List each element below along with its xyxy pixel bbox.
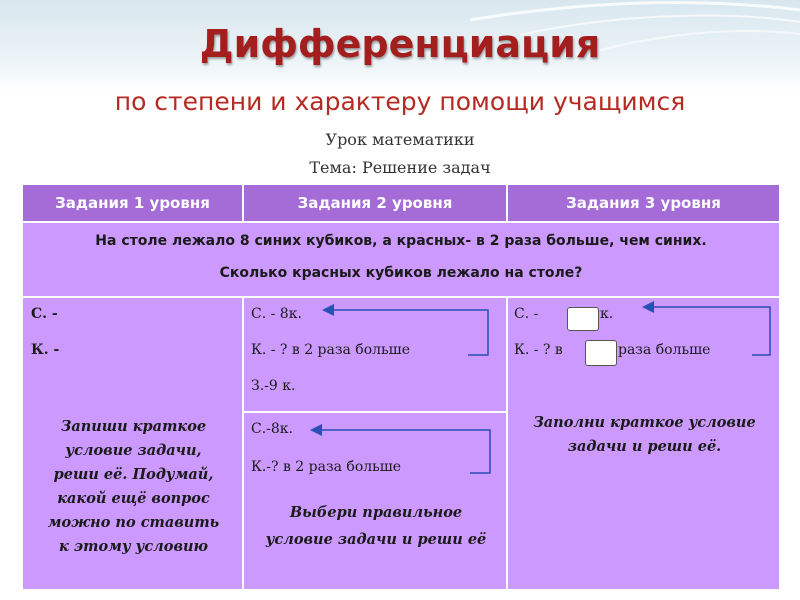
level-3-line-s: С. - [514, 306, 539, 322]
level-2-instruction-line: Выбери правильное [289, 504, 463, 521]
level-1-line-k: К. - [31, 342, 60, 358]
level-3-instruction-line: задачи и реши её. [567, 438, 722, 455]
level-3-instruction [508, 411, 781, 459]
header-level-2-label: Задания 2 уровня [297, 194, 453, 212]
header-level-1-label: Задания 1 уровня [55, 194, 210, 212]
level-3-line-k: К. - ? в [514, 342, 563, 358]
level-2-bottom-cell [243, 412, 507, 590]
header-level-1 [22, 184, 243, 222]
level-2-instruction [244, 499, 508, 553]
level-2-bottom-line-k: К.-? в 2 раза больше [251, 459, 402, 475]
task-cell [22, 222, 780, 297]
level-3-blank-box-1[interactable] [567, 307, 599, 331]
level-2-top-line-s: С. - 8к. [251, 306, 302, 322]
level-1-instruction-line: условие задачи, [65, 442, 202, 459]
header-level-3 [507, 184, 780, 222]
level-2-top-cell [243, 297, 507, 412]
level-3-instruction-line: Заполни краткое условие [533, 414, 756, 431]
level-2-top-line-k: К. - ? в 2 раза больше [251, 342, 410, 358]
header-level-2 [243, 184, 507, 222]
lesson-label: Урок математики [325, 130, 475, 149]
page-subtitle: по степени и характеру помощи учащимся [114, 87, 686, 116]
task-line-2: Сколько красных кубиков лежало на столе? [219, 265, 583, 281]
level-1-instruction [23, 415, 244, 559]
level-1-line-s: С. - [31, 306, 58, 322]
level-1-instruction-line: реши её. Подумай, [53, 466, 214, 483]
task-line-1: На столе лежало 8 синих кубиков, а красных- в 2 раза больше, чем синих. [95, 233, 707, 249]
level-1-instruction-line: какой ещё вопрос [57, 490, 210, 507]
level-1-instruction-line: Запиши краткое [60, 418, 207, 435]
level-3-line-s-unit: к. [600, 306, 614, 322]
level-3-line-k-rest: раза больше [618, 342, 711, 358]
level-1-cell [22, 297, 243, 590]
level-2-top-line-z: З.-9 к. [251, 378, 296, 394]
level-1-instruction-line: можно по ставить [47, 514, 220, 531]
level-3-cell [507, 297, 780, 590]
header-level-3-label: Задания 3 уровня [566, 194, 721, 212]
level-2-instruction-line: условие задачи и реши её [265, 531, 487, 548]
level-2-bottom-line-s: С.-8к. [251, 421, 293, 437]
topic-label: Тема: Решение задач [309, 158, 491, 177]
level-1-instruction-line: к этому условию [58, 538, 209, 555]
level-3-blank-box-2[interactable] [585, 340, 617, 366]
page-title: Дифференциация [199, 22, 601, 66]
